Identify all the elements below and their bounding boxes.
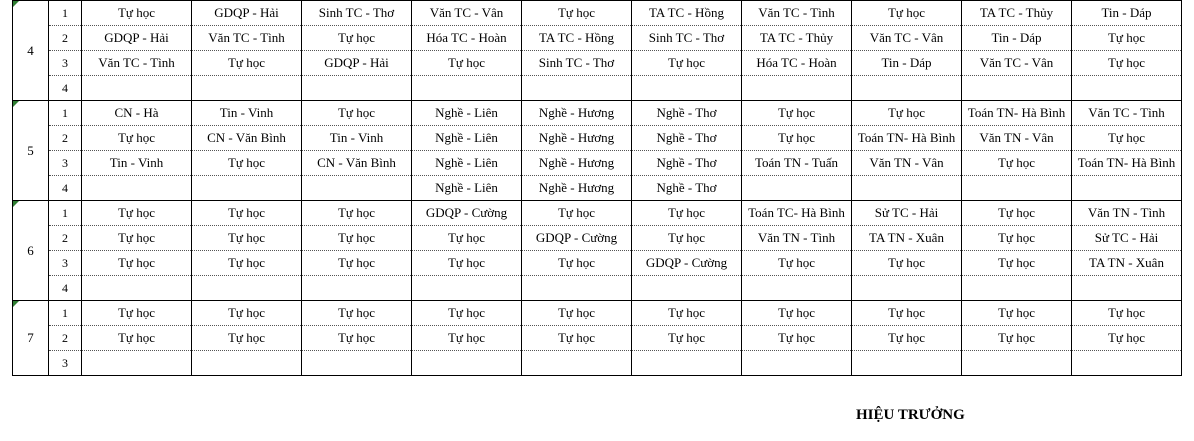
period-number: 3 — [49, 51, 82, 76]
table-row — [13, 201, 1182, 226]
subject-cell: Tự học — [192, 301, 302, 326]
subject-cell: Tự học — [962, 326, 1072, 351]
period-number: 3 — [49, 151, 82, 176]
subject-cell: Tự học — [632, 201, 742, 226]
subject-cell: Toán TN- Hà Bình — [852, 126, 962, 151]
subject-cell — [522, 351, 632, 376]
subject-cell — [1072, 76, 1182, 101]
principal-signature-title: HIỆU TRƯỞNG — [856, 407, 965, 423]
subject-cell: Văn TC - Tình — [742, 1, 852, 26]
table-row — [13, 151, 1182, 176]
subject-cell: Văn TC - Tình — [82, 51, 192, 76]
subject-cell: Tự học — [412, 51, 522, 76]
subject-cell: Tự học — [1072, 326, 1182, 351]
subject-cell: Tự học — [962, 201, 1072, 226]
subject-cell: Nghề - Hương — [522, 151, 632, 176]
subject-cell: Tự học — [522, 326, 632, 351]
subject-cell — [852, 276, 962, 301]
subject-cell — [632, 276, 742, 301]
subject-cell: Tự học — [82, 201, 192, 226]
period-number: 1 — [49, 301, 82, 326]
subject-cell: Tự học — [632, 51, 742, 76]
subject-cell: Văn TC - Tình — [1072, 101, 1182, 126]
subject-cell: Tự học — [192, 226, 302, 251]
subject-cell: Hóa TC - Hoàn — [742, 51, 852, 76]
table-row — [13, 276, 1182, 301]
subject-cell: Toán TN- Hà Bình — [1072, 151, 1182, 176]
subject-cell: Tự học — [412, 251, 522, 276]
subject-cell: GDQP - Hải — [192, 1, 302, 26]
subject-cell: Tự học — [522, 1, 632, 26]
subject-cell: Tự học — [82, 301, 192, 326]
subject-cell — [962, 276, 1072, 301]
day-label: 5 — [27, 142, 34, 158]
subject-cell: CN - Văn Bình — [302, 151, 412, 176]
subject-cell — [852, 76, 962, 101]
table-row — [13, 76, 1182, 101]
subject-cell: Tự học — [742, 251, 852, 276]
subject-cell: Tin - Dáp — [1072, 1, 1182, 26]
subject-cell: Tự học — [522, 301, 632, 326]
subject-cell: Nghề - Thơ — [632, 151, 742, 176]
subject-cell: Sinh TC - Thơ — [522, 51, 632, 76]
period-number: 4 — [49, 76, 82, 101]
cell-marker-icon — [13, 1, 19, 7]
subject-cell — [1072, 351, 1182, 376]
subject-cell: Tự học — [192, 326, 302, 351]
subject-cell: Tự học — [1072, 26, 1182, 51]
subject-cell: Tin - Dáp — [852, 51, 962, 76]
subject-cell: Tự học — [522, 251, 632, 276]
period-number: 2 — [49, 326, 82, 351]
subject-cell: Tự học — [962, 251, 1072, 276]
subject-cell: Tự học — [192, 151, 302, 176]
subject-cell: Tự học — [302, 201, 412, 226]
period-number: 4 — [49, 176, 82, 201]
subject-cell — [962, 176, 1072, 201]
subject-cell — [742, 276, 852, 301]
subject-cell: Tin - Dáp — [962, 26, 1072, 51]
table-row — [13, 51, 1182, 76]
subject-cell: GDQP - Hải — [302, 51, 412, 76]
day-cell — [13, 1, 49, 101]
subject-cell: GDQP - Hải — [82, 26, 192, 51]
subject-cell — [302, 76, 412, 101]
subject-cell — [192, 351, 302, 376]
table-row — [13, 101, 1182, 126]
subject-cell: Nghề - Thơ — [632, 101, 742, 126]
table-row — [13, 226, 1182, 251]
subject-cell: Tự học — [412, 226, 522, 251]
period-number: 1 — [49, 101, 82, 126]
subject-cell: Tự học — [852, 251, 962, 276]
subject-cell: Văn TN - Tình — [742, 226, 852, 251]
subject-cell — [302, 351, 412, 376]
subject-cell: Nghề - Liên — [412, 176, 522, 201]
subject-cell — [82, 76, 192, 101]
subject-cell — [192, 276, 302, 301]
subject-cell: Tự học — [742, 326, 852, 351]
subject-cell — [192, 76, 302, 101]
subject-cell: TA TC - Thủy — [742, 26, 852, 51]
subject-cell: Tự học — [742, 126, 852, 151]
subject-cell: Hóa TC - Hoàn — [412, 26, 522, 51]
subject-cell: Tự học — [852, 101, 962, 126]
day-cell — [13, 301, 49, 376]
subject-cell: CN - Văn Bình — [192, 126, 302, 151]
subject-cell: Tin - Vinh — [192, 101, 302, 126]
subject-cell: Nghề - Hương — [522, 101, 632, 126]
period-number: 4 — [49, 276, 82, 301]
subject-cell — [632, 351, 742, 376]
subject-cell — [852, 176, 962, 201]
table-row — [13, 1, 1182, 26]
subject-cell — [632, 76, 742, 101]
subject-cell: Sinh TC - Thơ — [302, 1, 412, 26]
subject-cell: Tự học — [742, 101, 852, 126]
subject-cell — [522, 76, 632, 101]
period-number: 2 — [49, 226, 82, 251]
subject-cell: Tự học — [302, 101, 412, 126]
subject-cell: Tự học — [962, 301, 1072, 326]
subject-cell: Tự học — [522, 201, 632, 226]
subject-cell — [1072, 176, 1182, 201]
subject-cell: Tin - Vinh — [302, 126, 412, 151]
subject-cell — [82, 276, 192, 301]
subject-cell: Tự học — [742, 301, 852, 326]
subject-cell: Tự học — [852, 326, 962, 351]
period-number: 3 — [49, 251, 82, 276]
subject-cell: Văn TC - Vân — [962, 51, 1072, 76]
subject-cell: TA TN - Xuân — [852, 226, 962, 251]
subject-cell — [302, 276, 412, 301]
subject-cell: Văn TC - Vân — [412, 1, 522, 26]
subject-cell — [742, 76, 852, 101]
subject-cell: GDQP - Cường — [412, 201, 522, 226]
subject-cell: Tự học — [302, 251, 412, 276]
period-number: 1 — [49, 201, 82, 226]
subject-cell: Sinh TC - Thơ — [632, 26, 742, 51]
subject-cell: Tự học — [192, 251, 302, 276]
subject-cell: Nghề - Liên — [412, 101, 522, 126]
subject-cell: Nghề - Liên — [412, 126, 522, 151]
subject-cell — [82, 351, 192, 376]
subject-cell: Tự học — [852, 1, 962, 26]
table-row — [13, 26, 1182, 51]
period-number: 2 — [49, 126, 82, 151]
subject-cell: Nghề - Hương — [522, 176, 632, 201]
subject-cell: Nghề - Thơ — [632, 176, 742, 201]
subject-cell: Nghề - Hương — [522, 126, 632, 151]
subject-cell — [522, 276, 632, 301]
subject-cell: Sử TC - Hải — [852, 201, 962, 226]
subject-cell: Tự học — [962, 226, 1072, 251]
subject-cell — [962, 351, 1072, 376]
subject-cell: GDQP - Cường — [632, 251, 742, 276]
subject-cell: Tự học — [1072, 51, 1182, 76]
subject-cell: Văn TC - Tình — [192, 26, 302, 51]
subject-cell: Tin - Vinh — [82, 151, 192, 176]
subject-cell: Tự học — [192, 201, 302, 226]
subject-cell — [302, 176, 412, 201]
subject-cell: TA TC - Hồng — [632, 1, 742, 26]
day-label: 7 — [27, 330, 34, 345]
subject-cell: Tự học — [412, 326, 522, 351]
subject-cell: Văn TN - Vân — [962, 126, 1072, 151]
table-row — [13, 251, 1182, 276]
subject-cell: Tự học — [412, 301, 522, 326]
day-cell — [13, 201, 49, 301]
subject-cell: Tự học — [1072, 126, 1182, 151]
subject-cell: Tự học — [82, 1, 192, 26]
subject-cell: Tự học — [962, 151, 1072, 176]
table-row — [13, 326, 1182, 351]
subject-cell — [742, 176, 852, 201]
period-number: 2 — [49, 26, 82, 51]
subject-cell — [962, 76, 1072, 101]
subject-cell: CN - Hà — [82, 101, 192, 126]
table-row — [13, 301, 1182, 326]
table-row — [13, 176, 1182, 201]
subject-cell: Tự học — [632, 301, 742, 326]
day-label: 4 — [27, 42, 34, 58]
subject-cell — [852, 351, 962, 376]
subject-cell: Sử TC - Hải — [1072, 226, 1182, 251]
subject-cell: Tự học — [82, 126, 192, 151]
subject-cell: Tự học — [82, 326, 192, 351]
subject-cell: Tự học — [1072, 301, 1182, 326]
day-cell — [13, 101, 49, 201]
subject-cell: Toán TN - Tuấn — [742, 151, 852, 176]
subject-cell: GDQP - Cường — [522, 226, 632, 251]
subject-cell: Tự học — [302, 326, 412, 351]
subject-cell — [412, 276, 522, 301]
timetable — [12, 0, 1182, 376]
subject-cell: Tự học — [302, 301, 412, 326]
subject-cell: Tự học — [82, 226, 192, 251]
subject-cell: Nghề - Liên — [412, 151, 522, 176]
subject-cell: Tự học — [302, 226, 412, 251]
subject-cell: TA TC - Thủy — [962, 1, 1072, 26]
table-row — [13, 351, 1182, 376]
period-number: 1 — [49, 1, 82, 26]
subject-cell: Tự học — [632, 326, 742, 351]
subject-cell — [412, 76, 522, 101]
table-row — [13, 126, 1182, 151]
subject-cell: Toán TC- Hà Bình — [742, 201, 852, 226]
subject-cell: Văn TC - Vân — [852, 26, 962, 51]
subject-cell: Văn TN - Tình — [1072, 201, 1182, 226]
subject-cell — [742, 351, 852, 376]
subject-cell: Tự học — [192, 51, 302, 76]
subject-cell: Tự học — [82, 251, 192, 276]
subject-cell — [82, 176, 192, 201]
subject-cell: TA TC - Hồng — [522, 26, 632, 51]
cell-marker-icon — [13, 301, 19, 307]
subject-cell — [1072, 276, 1182, 301]
subject-cell: Tự học — [302, 26, 412, 51]
subject-cell: Tự học — [632, 226, 742, 251]
subject-cell — [192, 176, 302, 201]
cell-marker-icon — [13, 101, 19, 107]
subject-cell: Toán TN- Hà Bình — [962, 101, 1072, 126]
cell-marker-icon — [13, 201, 19, 207]
subject-cell: Văn TN - Vân — [852, 151, 962, 176]
subject-cell — [412, 351, 522, 376]
subject-cell: TA TN - Xuân — [1072, 251, 1182, 276]
period-number: 3 — [49, 351, 82, 376]
subject-cell: Tự học — [852, 301, 962, 326]
day-label: 6 — [27, 242, 34, 258]
subject-cell: Nghề - Thơ — [632, 126, 742, 151]
